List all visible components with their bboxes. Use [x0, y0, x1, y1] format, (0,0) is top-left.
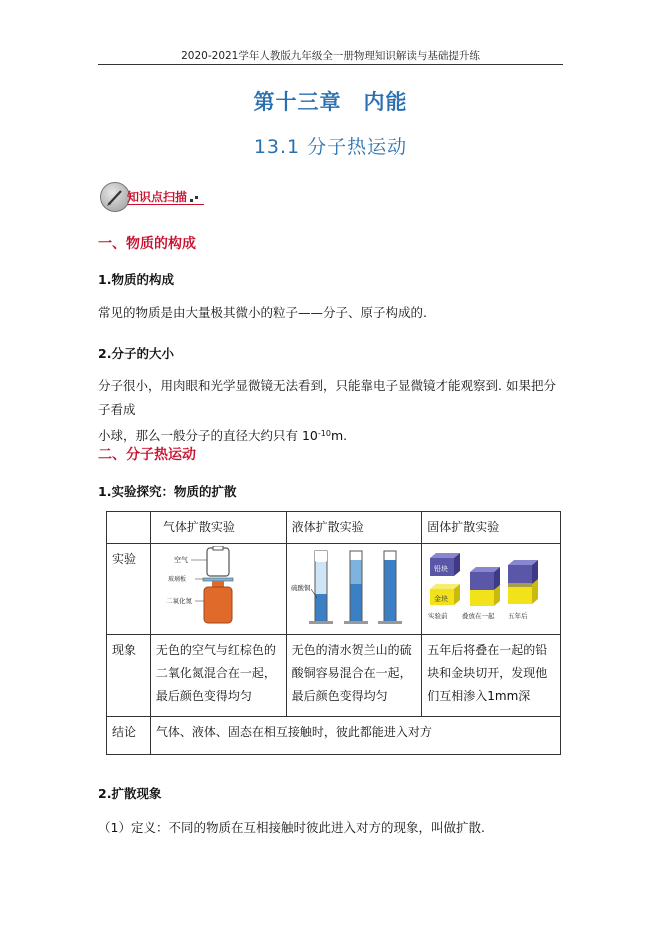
exponent: -10: [317, 429, 331, 438]
row-label: 结论: [107, 717, 151, 755]
part1-heading: 一、物质的构成: [98, 236, 196, 252]
table-row-experiment: [107, 544, 561, 635]
part1-item1-title: 1.物质的构成: [98, 272, 174, 287]
table-header-cell: [107, 512, 151, 544]
part2-item2-title: 2.扩散现象: [98, 786, 162, 801]
table-header-cell: 液体扩散实验: [286, 512, 422, 544]
table-row-phenomenon: [107, 635, 561, 717]
label-no2: 二氧化氮: [165, 597, 192, 605]
diffusion-table: [106, 511, 561, 755]
badge-underline: [127, 204, 204, 205]
gas-diffusion-figure: [150, 544, 286, 635]
chapter-title: 第十三章 内能: [253, 90, 408, 114]
gas-phenomenon: 无色的空气与红棕色的二氧化氮混合在一起，最后颜色变得均匀: [150, 635, 286, 717]
conclusion-text: 气体、液体、固态在相互接触时，彼此都能进入对方: [150, 717, 560, 755]
label-air: 空气: [173, 556, 188, 564]
label-copper-sulfate: 硫酸铜: [290, 584, 311, 592]
badge-dot-icon: [190, 199, 193, 202]
badge-label: 知识点扫描: [127, 190, 188, 204]
label-plate: 玻璃板: [167, 576, 186, 583]
badge-dot-icon: [195, 196, 198, 199]
part1-item2-line1: 分子很小，用肉眼和光学显微镜无法看到，只能靠电子显微镜才能观察到. 如果把分子看成: [98, 378, 556, 417]
label-gold: 金块: [434, 595, 449, 603]
header-rule: [98, 64, 563, 65]
table-header-row: [107, 512, 561, 544]
row-label: 实验: [107, 544, 151, 635]
liquid-phenomenon: 无色的清水贺兰山的硫酸铜容易混合在一起，最后颜色变得均匀: [286, 635, 422, 717]
solid-phenomenon: 五年后将叠在一起的铅块和金块切开，发现他们互相渗入1mm深: [422, 635, 561, 717]
table-header-cell: 气体扩散实验: [150, 512, 286, 544]
part1-item1-text: 常见的物质是由大量极其微小的粒子——分子、原子构成的.: [98, 305, 427, 320]
part2-item2-definition: （1）定义：不同的物质在互相接触时彼此进入对方的现象，叫做扩散.: [98, 820, 485, 835]
part1-item2-line2: 小球，那么一般分子的直径大约只有 $10^{-10}m$.: [98, 428, 348, 443]
label-before: 实验前: [428, 612, 448, 620]
liquid-diffusion-figure: [286, 544, 422, 635]
row-label: 现象: [107, 635, 151, 717]
knowledge-badge: [100, 182, 204, 212]
part1-item2-text: [98, 374, 568, 448]
pen-icon: [100, 182, 130, 212]
part2-item1-title: 1.实验探究：物质的扩散: [98, 484, 237, 499]
part1-item2-title: 2.分子的大小: [98, 346, 174, 361]
part2-heading: 二、分子热运动: [98, 447, 196, 463]
label-after: 五年后: [508, 612, 528, 620]
solid-diffusion-figure: [422, 544, 561, 635]
table-header-cell: 固体扩散实验: [422, 512, 561, 544]
table-row-conclusion: [107, 717, 561, 755]
label-stacked: 叠放在一起: [462, 612, 495, 620]
running-header: 2020-2021学年人教版九年级全一册物理知识解读与基础提升练: [181, 50, 480, 62]
label-lead: 铅块: [434, 565, 449, 573]
section-title: 13.1 分子热运动: [253, 136, 408, 158]
